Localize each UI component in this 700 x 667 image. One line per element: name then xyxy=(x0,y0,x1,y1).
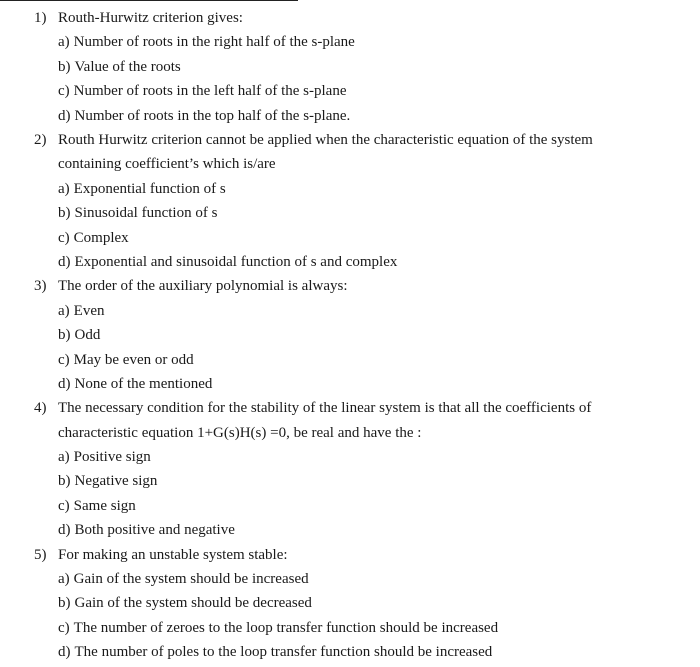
option-letter: d) xyxy=(58,107,71,124)
option-b xyxy=(0,323,700,347)
option-letter: c) xyxy=(58,619,70,636)
option-a xyxy=(0,30,700,54)
question-text: Routh Hurwitz criterion cannot be applied when the characteristic equation of the system containing coefficient’s which is/are xyxy=(58,131,593,173)
option-c xyxy=(0,494,700,518)
option-text: Complex xyxy=(73,229,129,246)
option-letter: d) xyxy=(58,375,71,392)
question-3 xyxy=(0,274,700,396)
option-text: Positive sign xyxy=(73,449,151,466)
question-2-stem xyxy=(0,128,700,177)
option-text: Exponential function of s xyxy=(73,180,226,197)
question-text: The necessary condition for the stability of the linear system is that all the coefficients of characteristic equation 1+G(s)H(s) =0, be real and have the : xyxy=(58,400,592,441)
quiz-document xyxy=(0,6,700,665)
question-5 xyxy=(0,543,700,665)
option-letter: a) xyxy=(58,571,70,588)
option-b xyxy=(0,591,700,615)
option-letter: c) xyxy=(58,229,70,246)
option-text: May be even or odd xyxy=(73,351,194,368)
option-c xyxy=(0,616,700,640)
option-text: The number of poles to the loop transfer function should be increased xyxy=(74,644,493,661)
question-4-stem xyxy=(0,396,700,445)
option-letter: b) xyxy=(58,473,71,490)
option-d xyxy=(0,372,700,396)
option-text: Number of roots in the left half of the s-plane xyxy=(73,83,347,100)
question-4 xyxy=(0,396,700,542)
question-1 xyxy=(0,6,700,128)
option-text: Number of roots in the right half of the s-plane xyxy=(73,34,355,51)
question-text: The order of the auxiliary polynomial is always: xyxy=(58,278,348,295)
option-d xyxy=(0,250,700,274)
option-text: Value of the roots xyxy=(74,58,181,75)
option-c xyxy=(0,226,700,250)
question-number: 3) xyxy=(34,278,47,295)
option-text: Sinusoidal function of s xyxy=(74,205,218,222)
question-text: Routh-Hurwitz criterion gives: xyxy=(58,10,243,26)
option-d xyxy=(0,104,700,128)
option-b xyxy=(0,469,700,493)
question-number: 4) xyxy=(34,400,47,417)
option-letter: c) xyxy=(58,351,70,368)
option-text: Exponential and sinusoidal function of s and complex xyxy=(74,253,398,270)
option-letter: d) xyxy=(58,644,71,661)
option-letter: b) xyxy=(58,205,71,222)
question-2 xyxy=(0,128,700,274)
question-text: For making an unstable system stable: xyxy=(58,546,288,563)
question-3-stem xyxy=(0,274,700,298)
option-d xyxy=(0,640,700,664)
option-text: Same sign xyxy=(73,497,136,514)
option-a xyxy=(0,177,700,201)
option-c xyxy=(0,348,700,372)
option-letter: d) xyxy=(58,522,71,539)
option-a xyxy=(0,299,700,323)
option-b xyxy=(0,201,700,225)
option-text: Both positive and negative xyxy=(74,522,235,539)
question-number: 1) xyxy=(34,10,47,26)
option-letter: b) xyxy=(58,58,71,75)
option-c xyxy=(0,79,700,103)
option-letter: a) xyxy=(58,180,70,197)
option-letter: c) xyxy=(58,497,70,514)
option-letter: c) xyxy=(58,83,70,100)
question-1-stem xyxy=(0,6,700,30)
option-b xyxy=(0,55,700,79)
option-d xyxy=(0,518,700,542)
option-letter: b) xyxy=(58,595,71,612)
option-a xyxy=(0,567,700,591)
top-rule-divider xyxy=(0,0,298,1)
question-number: 5) xyxy=(34,546,47,563)
option-text: Gain of the system should be decreased xyxy=(74,595,312,612)
option-letter: a) xyxy=(58,302,70,319)
question-number: 2) xyxy=(34,131,47,148)
option-text: Odd xyxy=(74,327,101,344)
option-letter: d) xyxy=(58,253,71,270)
option-text: Even xyxy=(73,302,105,319)
option-text: Gain of the system should be increased xyxy=(73,571,309,588)
question-5-stem xyxy=(0,543,700,567)
option-text: The number of zeroes to the loop transfer function should be increased xyxy=(73,619,499,636)
option-letter: b) xyxy=(58,327,71,344)
option-text: None of the mentioned xyxy=(74,375,213,392)
option-letter: a) xyxy=(58,34,70,51)
option-text: Number of roots in the top half of the s-plane. xyxy=(74,107,351,124)
option-letter: a) xyxy=(58,449,70,466)
option-a xyxy=(0,445,700,469)
option-text: Negative sign xyxy=(74,473,158,490)
